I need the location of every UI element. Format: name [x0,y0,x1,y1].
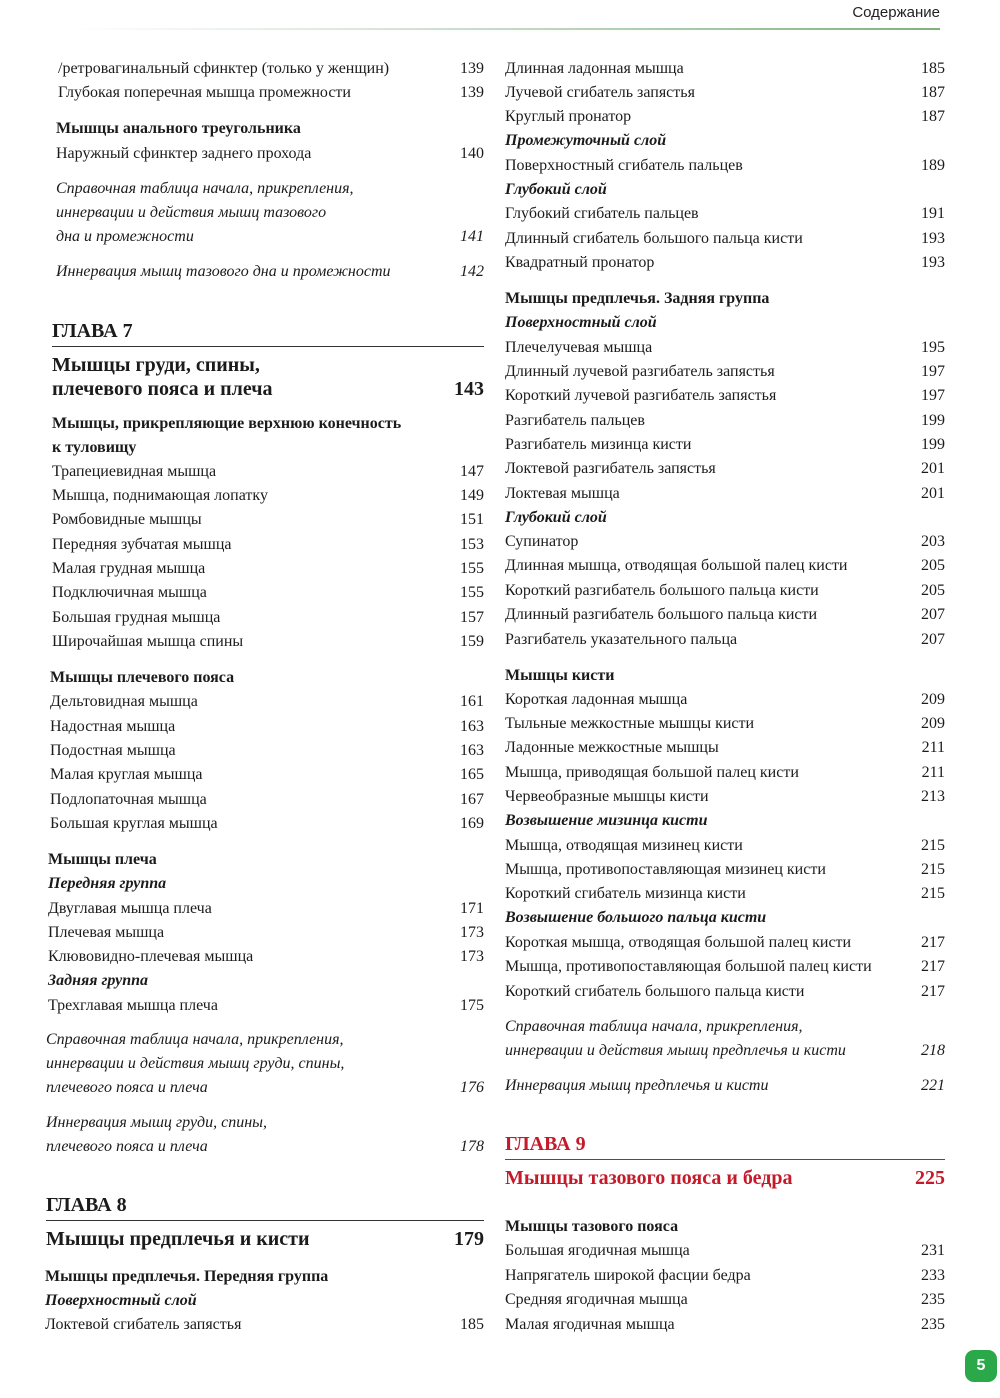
subsection-heading: Глубокий слой [505,181,607,198]
toc-entry[interactable]: Двуглавая мышца плеча 171 [48,900,484,917]
toc-entry[interactable]: Короткая мышца, отводящая большой палец кисти 217 [505,934,945,951]
toc-entry[interactable]: Широчайшая мышца спины 159 [52,633,484,650]
reference-table-entry[interactable]: Справочная таблица начала, прикрепления, иннервации и действия мышц тазового дна и промежности 141 [56,180,484,245]
toc-entry[interactable]: /ретровагинальный сфинктер (только у женщин) 139 [58,60,484,77]
toc-entry[interactable]: Дельтовидная мышца 161 [50,693,484,710]
running-header: Содержание [852,4,940,21]
toc-entry[interactable]: Большая ягодичная мышца 231 [505,1242,945,1259]
innervation-entry[interactable]: Иннервация мышц предплечья и кисти 221 [505,1077,945,1094]
section-heading: Мышцы плеча [48,851,157,868]
toc-entry[interactable]: Ладонные межкостные мышцы 211 [505,739,945,756]
toc-entry[interactable]: Большая круглая мышца 169 [50,815,484,832]
subsection-heading: Промежуточный слой [505,132,667,149]
toc-entry[interactable]: Длинная мышца, отводящая большой палец кисти 205 [505,557,945,574]
toc-entry[interactable]: Подостная мышца 163 [50,742,484,759]
toc-entry[interactable]: Лучевой сгибатель запястья 187 [505,84,945,101]
chapter-label: ГЛАВА 7 [52,320,133,342]
toc-entry[interactable]: Круглый пронатор 187 [505,108,945,125]
toc-entry[interactable]: Локтевой сгибатель запястья 185 [45,1316,484,1333]
toc-entry[interactable]: Плечелучевая мышца 195 [505,339,945,356]
subsection-heading: Глубокий слой [505,509,607,526]
toc-entry[interactable]: Подлопаточная мышца 167 [50,791,484,808]
section-heading: Мышцы, прикрепляющие верхнюю конечность [52,415,402,432]
subsection-heading: Передняя группа [48,875,167,892]
subsection-heading: Поверхностный слой [45,1292,197,1309]
toc-entry[interactable]: Короткий сгибатель мизинца кисти 215 [505,885,945,902]
toc-entry[interactable]: Напрягатель широкой фасции бедра 233 [505,1267,945,1284]
subsection-heading: Задняя группа [48,972,149,989]
section-heading: к туловищу [52,439,137,456]
toc-entry[interactable]: Средняя ягодичная мышца 235 [505,1291,945,1308]
toc-entry[interactable]: Малая круглая мышца 165 [50,766,484,783]
section-heading: Мышцы предплечья. Задняя группа [505,290,770,307]
toc-entry[interactable]: Квадратный пронатор 193 [505,254,945,271]
toc-entry[interactable]: Разгибатель указательного пальца 207 [505,631,945,648]
chapter-title[interactable]: Мышцы предплечья и кисти 179 [46,1228,484,1250]
toc-entry[interactable]: Малая ягодичная мышца 235 [505,1316,945,1333]
toc-entry[interactable]: Мышца, приводящая большой палец кисти 211 [505,764,945,781]
section-heading: Мышцы плечевого пояса [50,669,235,686]
toc-entry[interactable]: Подключичная мышца 155 [52,584,484,601]
section-heading: Мышцы анального треугольника [56,120,301,137]
toc-entry[interactable]: Большая грудная мышца 157 [52,609,484,626]
toc-entry[interactable]: Локтевая мышца 201 [505,485,945,502]
toc-entry[interactable]: Короткий сгибатель большого пальца кисти 217 [505,983,945,1000]
section-heading: Мышцы кисти [505,667,615,684]
subsection-heading: Возвышение большого пальца кисти [505,909,767,926]
toc-entry[interactable]: Поверхностный сгибатель пальцев 189 [505,157,945,174]
toc-entry[interactable]: Плечевая мышца 173 [48,924,484,941]
toc-entry[interactable]: Трехглавая мышца плеча 175 [48,997,484,1014]
toc-entry[interactable]: Мышца, поднимающая лопатку 149 [52,487,484,504]
page-number-badge: 5 [965,1350,997,1382]
toc-entry[interactable]: Передняя зубчатая мышца 153 [52,536,484,553]
header-rule [70,28,940,30]
toc-entry[interactable]: Длинная ладонная мышца 185 [505,60,945,77]
toc-entry[interactable]: Короткий лучевой разгибатель запястья 197 [505,387,945,404]
toc-entry[interactable]: Мышца, противопоставляющая мизинец кисти 215 [505,861,945,878]
chapter-title[interactable]: Мышцы груди, спины, плечевого пояса и плеча 143 [52,354,484,400]
toc-entry[interactable]: Длинный разгибатель большого пальца кисти 207 [505,606,945,623]
subsection-heading: Поверхностный слой [505,314,657,331]
toc-entry[interactable]: Наружный сфинктер заднего прохода 140 [56,145,484,162]
toc-entry[interactable]: Надостная мышца 163 [50,718,484,735]
toc-entry[interactable]: Клювовидно-плечевая мышца 173 [48,948,484,965]
section-heading: Мышцы тазового пояса [505,1218,679,1235]
innervation-entry[interactable]: Иннервация мышц груди, спины, плечевого пояса и плеча 178 [46,1114,484,1155]
chapter-title[interactable]: Мышцы тазового пояса и бедра 225 [505,1167,945,1189]
toc-entry[interactable]: Трапециевидная мышца 147 [52,463,484,480]
section-heading: Мышцы предплечья. Передняя группа [45,1268,329,1285]
chapter-rule [505,1159,945,1160]
toc-entry[interactable]: Глубокая поперечная мышца промежности 139 [58,84,484,101]
reference-table-entry[interactable]: Справочная таблица начала, прикрепления, иннервации и действия мышц груди, спины, плечевого пояса и плеча 176 [46,1031,484,1096]
toc-entry[interactable]: Разгибатель пальцев 199 [505,412,945,429]
innervation-entry[interactable]: Иннервация мышц тазового дна и промежности 142 [56,263,484,280]
toc-entry[interactable]: Разгибатель мизинца кисти 199 [505,436,945,453]
toc-entry[interactable]: Супинатор 203 [505,533,945,550]
chapter-label: ГЛАВА 8 [46,1194,127,1216]
toc-entry[interactable]: Короткий разгибатель большого пальца кисти 205 [505,582,945,599]
toc-entry[interactable]: Тыльные межкостные мышцы кисти 209 [505,715,945,732]
toc-entry[interactable]: Малая грудная мышца 155 [52,560,484,577]
toc-entry[interactable]: Короткая ладонная мышца 209 [505,691,945,708]
toc-entry[interactable]: Червеобразные мышцы кисти 213 [505,788,945,805]
subsection-heading: Возвышение мизинца кисти [505,812,708,829]
toc-entry[interactable]: Мышца, противопоставляющая большой палец кисти 217 [505,958,945,975]
toc-entry[interactable]: Локтевой разгибатель запястья 201 [505,460,945,477]
toc-entry[interactable]: Мышца, отводящая мизинец кисти 215 [505,837,945,854]
reference-table-entry[interactable]: Справочная таблица начала, прикрепления, иннервации и действия мышц предплечья и кисти 218 [505,1018,945,1059]
toc-entry[interactable]: Длинный лучевой разгибатель запястья 197 [505,363,945,380]
chapter-rule [52,346,484,347]
toc-entry[interactable]: Глубокий сгибатель пальцев 191 [505,205,945,222]
toc-entry[interactable]: Длинный сгибатель большого пальца кисти 193 [505,230,945,247]
toc-entry[interactable]: Ромбовидные мышцы 151 [52,511,484,528]
chapter-rule [46,1220,484,1221]
chapter-label: ГЛАВА 9 [505,1133,586,1155]
